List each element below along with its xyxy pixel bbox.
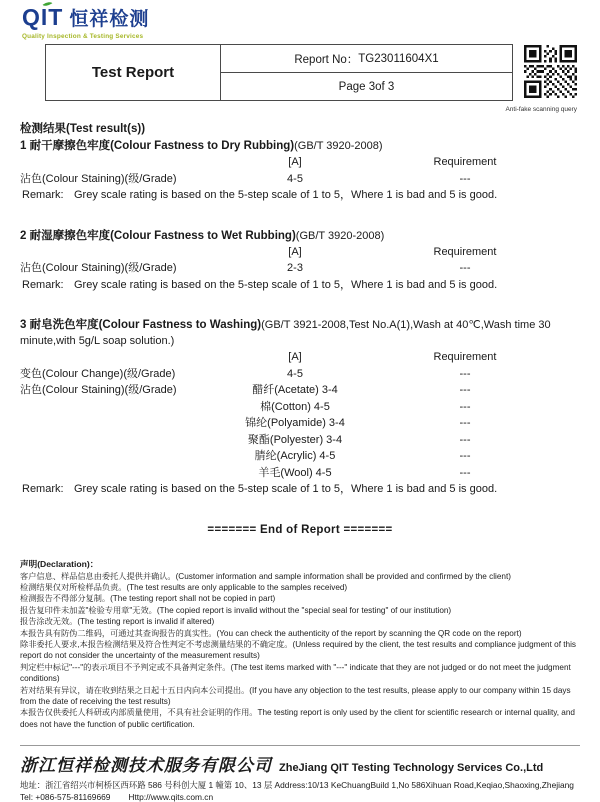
row-value: 棉(Cotton) 4-5 [260,400,330,413]
column-a-header: [A] [288,351,302,363]
logo-tagline: Quality Inspection & Testing Services [22,33,144,40]
row-label [20,415,200,432]
end-of-report: ======= End of Report ======= [207,523,393,536]
result-row [20,432,580,449]
report-no-label: Report No： [294,53,359,66]
row-requirement: --- [459,450,471,462]
result-row [20,382,580,399]
declaration-item: 本报告具有防伪二维码，可通过其查询报告的真实性。(You can check the authenticity of the report by scanning the QR code on the report) [20,628,522,638]
section-title-main: 1 耐干摩擦色牢度(Colour Fastness to Dry Rubbing) [20,140,295,152]
contact-line [20,792,580,802]
remark-row [22,481,580,498]
section-title [20,138,580,154]
section-title [20,317,580,349]
header-right-cells [221,45,512,100]
declaration-heading: 声明(Declaration)： [20,558,99,569]
page-number-cell [221,73,512,100]
company-name-chinese: 浙江恒祥检测技术服务有限公司 [20,756,272,776]
report-body [20,121,580,730]
remark-text: Grey scale rating is based on the 5-step scale of 1 to 5，Where 1 is bad and 5 is good. [74,189,498,201]
row-label [20,399,200,416]
declaration-block [20,558,580,731]
empty-cell [20,244,200,261]
column-requirement-header: Requirement [433,245,497,258]
result-row [20,465,580,482]
declaration-item: 检测报告不得部分复制。(The testing report shall not be copied in part) [20,594,276,604]
row-label: 沾色(Colour Staining)(级/Grade) [20,172,177,185]
section-title-method: (GB/T 3920-2008) [294,140,383,152]
results-heading: 检测结果(Test result(s)) [20,123,146,135]
section-title-method: (GB/T 3921-2008,Test No.A(1),Wash at 40℃,Wash time 30 minute,with 5g/L soap solution.) [20,319,551,347]
row-value: 羊毛(Wool) 4-5 [258,466,332,479]
declaration-item: 若对结果有异议，请在收到结果之日起十五日内向本公司提出。(If you have any objection to the test results, please apply to our company within 15 days from the date of receiving the test results) [20,685,571,706]
row-requirement: --- [459,172,471,185]
empty-cell [20,349,200,366]
section-washing [20,317,580,498]
page-number: Page 3of 3 [338,80,395,93]
column-header-row [20,154,580,171]
company-address: 地址：浙江省绍兴市柯桥区西环路 586 号科创大厦 1 幢第 10、13 层 Address:10/13 KeChuangBuild 1,No 586Xihuan Road,Keqiao,Shaoxing,Zhejiang [20,780,574,790]
declaration-item: 报告复印件未加盖"检验专用章"无效。(The copied report is invalid without the "special seal for testing" of our institution) [20,605,452,615]
row-requirement: --- [459,367,471,380]
qr-code-icon [524,45,577,98]
row-value: 醋纤(Acetate) 3-4 [252,384,338,396]
column-requirement-header: Requirement [433,156,497,168]
company-name-english: ZheJiang QIT Testing Technology Services Co.,Ltd [279,762,544,774]
row-label: 沾色(Colour Staining)(级/Grade) [20,384,177,396]
report-no-cell [221,45,512,73]
qr-caption: Anti-fake scanning query [505,106,577,113]
telephone: Tel: +086-575-81169669 [20,791,111,802]
qr-block [497,45,577,113]
result-row [20,448,580,465]
logo-row [22,4,149,31]
remark-label: Remark: [22,278,64,291]
section-wet-rubbing [20,228,580,294]
result-row [20,260,580,277]
row-requirement: --- [459,433,471,446]
row-value: 4-5 [287,367,303,380]
report-title-cell [46,45,221,100]
remark-text: Grey scale rating is based on the 5-step scale of 1 to 5，Where 1 is bad and 5 is good. [74,483,498,495]
header-table [45,44,513,101]
row-value: 锦纶(Polyamide) 3-4 [245,417,345,429]
page-footer [20,745,580,802]
section-title-method: (GB/T 3920-2008) [295,229,385,242]
remark-row [22,277,580,294]
remark-text: Grey scale rating is based on the 5-step scale of 1 to 5，Where 1 is bad and 5 is good. [74,278,498,291]
page-title: Test Report [91,64,175,81]
row-label: 变色(Colour Change)(级/Grade) [20,367,176,380]
company-line [20,751,580,776]
row-requirement: --- [459,262,471,274]
section-dry-rubbing [20,138,580,204]
section-title [20,228,580,244]
row-value: 腈纶(Acrylic) 4-5 [254,450,336,462]
row-label: 沾色(Colour Staining)(级/Grade) [20,262,177,274]
result-row [20,366,580,383]
row-label [20,465,200,482]
column-a-header: [A] [288,156,302,168]
result-row [20,171,580,188]
remark-label: Remark: [22,483,64,495]
column-a-header: [A] [288,245,302,258]
row-label [20,432,200,449]
column-header-row [20,349,580,366]
logo-brand-text: QIT [22,4,64,30]
result-row [20,399,580,416]
remark-label: Remark: [22,189,64,201]
declaration-item: 除非委托人要求,本报告检测结果及符合性判定不考虑测量结果的不确定度。(Unless required by the client, the test results and compliance judgment of this report do not consider the uncertainty of the measurement results) [20,639,576,661]
qit-logo [22,4,149,40]
remark-row [22,187,580,204]
row-requirement: --- [459,466,471,479]
row-label [20,448,200,465]
declaration-item: 客户信息、样品信息由委托人提供并确认。(Customer information and sample information shall be provided and confirmed by the client) [20,571,511,581]
column-header-row [20,244,580,261]
row-value: 4-5 [287,172,303,185]
section-title-main: 2 耐湿摩擦色牢度(Colour Fastness to Wet Rubbing) [20,229,296,242]
column-requirement-header: Requirement [433,351,497,363]
row-requirement: --- [459,417,471,429]
section-title-main: 3 耐皂洗色牢度(Colour Fastness to Washing) [20,319,262,331]
declaration-item: 检测结果仅对所检样品负责。(The test results are only applicable to the samples received) [20,582,348,592]
result-row [20,415,580,432]
row-value: 聚酯(Polyester) 3-4 [247,433,343,446]
declaration-item: 判定栏中标记"---"的表示项目不予判定或不具备判定条件。(The test items marked with "---" indicate that they are not judged or do not meet the judgment conditions) [20,662,571,684]
declaration-item: 本报告仅供委托人科研或内部质量使用，不具有社会证明的作用。The testing report is only used by the client for scientific research or internal quality, and does not have the function of public certification. [20,708,575,729]
logo-brand-chinese: 恒祥检测 [69,9,150,30]
empty-cell [20,154,200,171]
row-requirement: --- [459,384,471,396]
website-url: Http://www.qits.com.cn [128,791,214,802]
row-requirement: --- [459,400,471,413]
report-no-value: TG23011604X1 [358,52,439,65]
declaration-item: 报告涂改无效。(The testing report is invalid if altered) [20,617,215,627]
row-value: 2-3 [287,262,303,274]
